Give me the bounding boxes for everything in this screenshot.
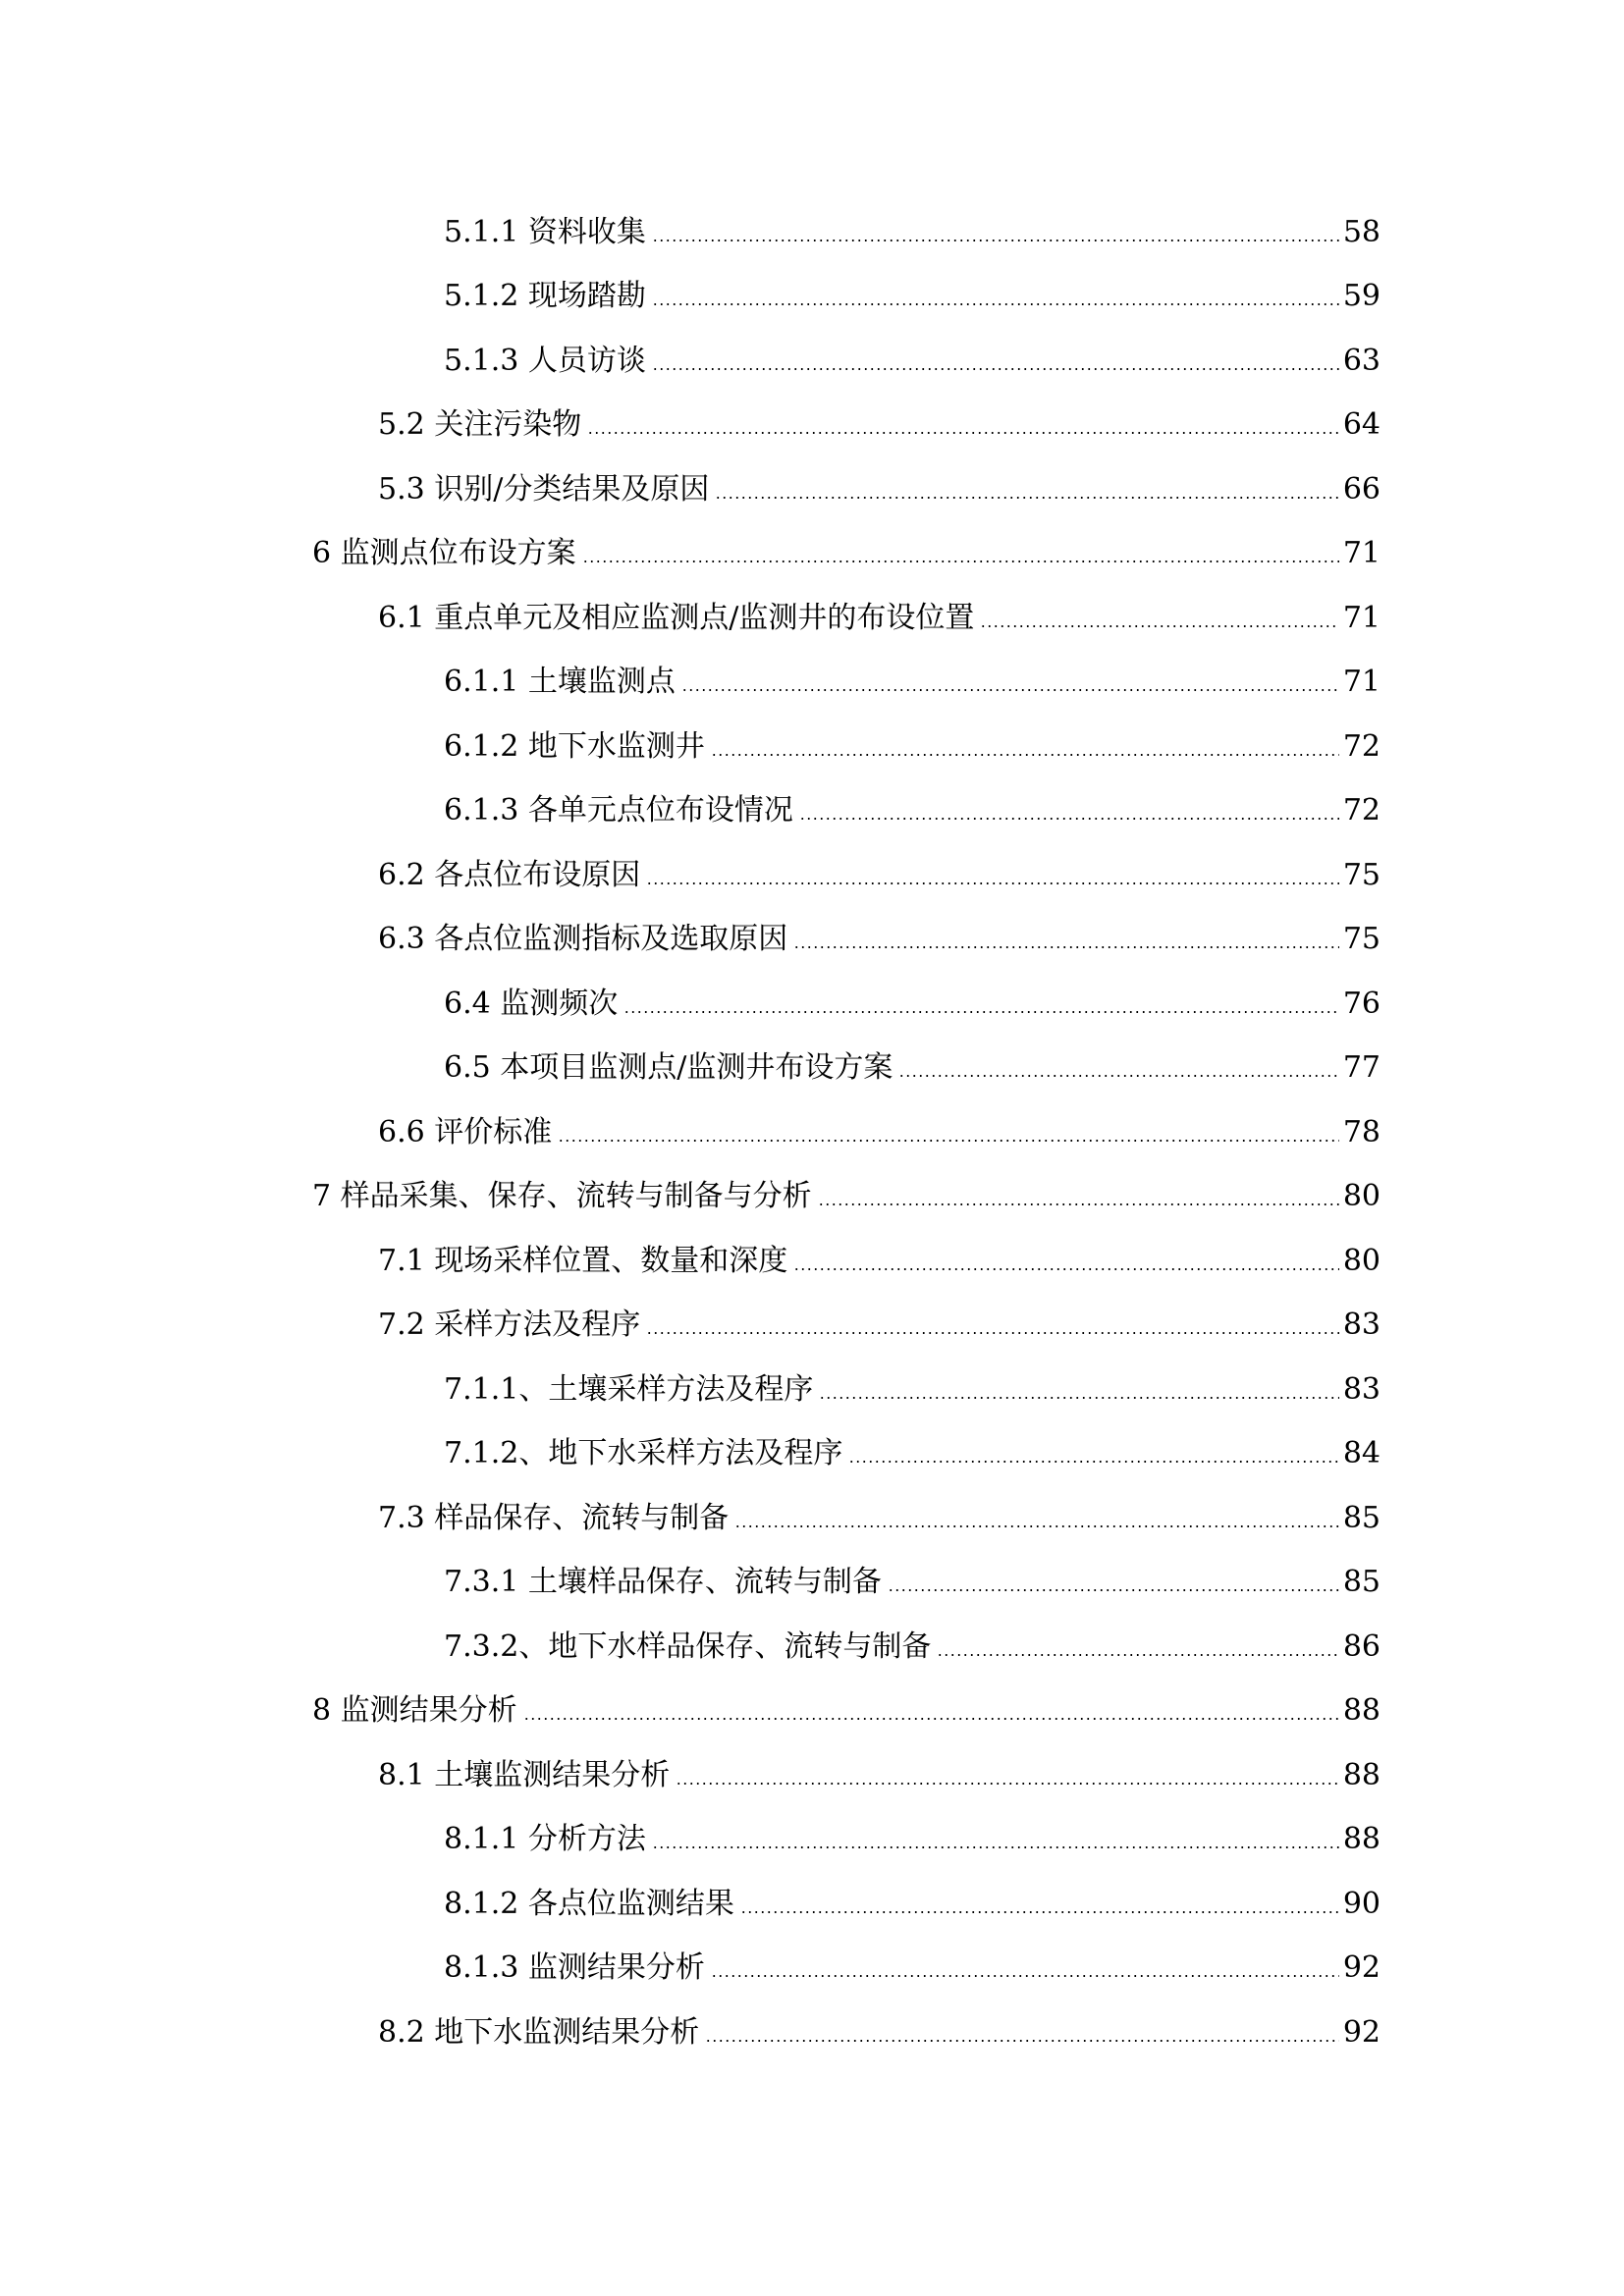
toc-page-number: 59: [1342, 279, 1380, 314]
toc-entry-title: 6.4 监测频次: [444, 986, 619, 1021]
toc-entry[interactable]: [0, 651, 1624, 716]
toc-page-number: 80: [1342, 1179, 1380, 1214]
toc-dot-leader: [587, 432, 1339, 434]
toc-dot-leader: [734, 1525, 1339, 1527]
toc-entry-title: 7.3.2、地下水样品保存、流转与制备: [444, 1629, 932, 1664]
toc-page-number: 75: [1342, 922, 1380, 957]
toc-dot-leader: [980, 625, 1338, 627]
toc-page-number: 83: [1342, 1371, 1380, 1407]
toc-entry-title: 6.6 评价标准: [378, 1114, 553, 1149]
toc-page-number: 72: [1342, 728, 1380, 764]
toc-entry-title: 6.1.1 土壤监测点: [444, 665, 676, 700]
toc-entry-title: 7.1.1、土壤采样方法及程序: [444, 1371, 814, 1407]
toc-page-number: 75: [1342, 857, 1380, 892]
toc-entry-title: 8.1 土壤监测结果分析: [378, 1757, 671, 1792]
toc-entry[interactable]: [0, 1486, 1624, 1551]
toc-entry[interactable]: [0, 265, 1624, 330]
toc-page-number: 71: [1342, 600, 1380, 635]
toc-entry[interactable]: [0, 1422, 1624, 1487]
toc-dot-leader: [652, 1846, 1339, 1848]
toc-entry-title: 5.2 关注污染物: [378, 407, 582, 443]
toc-entry[interactable]: [0, 1937, 1624, 2002]
toc-dot-leader: [646, 882, 1339, 884]
toc-entry-title: 7.1.2、地下水采样方法及程序: [444, 1436, 843, 1471]
toc-dot-leader: [888, 1589, 1339, 1591]
toc-entry-title: 6.3 各点位监测指标及选取原因: [378, 922, 788, 957]
toc-entry-title: 7.3 样品保存、流转与制备: [378, 1500, 730, 1535]
toc-entry-title: 7.3.1 土壤样品保存、流转与制备: [444, 1565, 882, 1600]
toc-page-number: 78: [1342, 1114, 1380, 1149]
toc-entry-title: 8.1.2 各点位监测结果: [444, 1886, 734, 1921]
toc-entry[interactable]: [0, 1229, 1624, 1294]
toc-page-number: 86: [1342, 1629, 1380, 1664]
toc-page-number: 90: [1342, 1886, 1380, 1921]
toc-entry-title: 5.1.1 资料收集: [444, 214, 646, 249]
toc-entry-title: 6.5 本项目监测点/监测井布设方案: [444, 1050, 893, 1086]
toc-page-number: 84: [1342, 1436, 1380, 1471]
toc-dot-leader: [652, 303, 1339, 305]
toc-entry[interactable]: [0, 1872, 1624, 1937]
toc-entry-title: 7 样品采集、保存、流转与制备与分析: [312, 1179, 812, 1214]
toc-entry[interactable]: [0, 908, 1624, 973]
toc-page-number: 83: [1342, 1308, 1380, 1343]
toc-entry[interactable]: [0, 1743, 1624, 1808]
toc-page-number: 72: [1342, 793, 1380, 828]
toc-dot-leader: [793, 946, 1339, 948]
toc-dot-leader: [818, 1203, 1339, 1205]
toc-entry-title: 6 监测点位布设方案: [312, 536, 576, 571]
toc-dot-leader: [937, 1654, 1338, 1656]
toc-page-number: 88: [1342, 1757, 1380, 1792]
toc-entry[interactable]: [0, 1615, 1624, 1680]
toc-entry-title: 7.1 现场采样位置、数量和深度: [378, 1243, 788, 1278]
toc-entry[interactable]: [0, 457, 1624, 522]
toc-dot-leader: [652, 240, 1339, 241]
toc-dot-leader: [793, 1268, 1339, 1270]
toc-entry[interactable]: [0, 715, 1624, 779]
toc-entry[interactable]: [0, 522, 1624, 587]
toc-entry-title: 5.1.3 人员访谈: [444, 343, 646, 378]
toc-entry-title: 8.2 地下水监测结果分析: [378, 2014, 700, 2050]
toc-entry-title: 6.1 重点单元及相应监测点/监测井的布设位置: [378, 600, 975, 635]
toc-entry[interactable]: [0, 779, 1624, 844]
toc-page-number: 71: [1342, 665, 1380, 700]
toc-entry[interactable]: [0, 1358, 1624, 1422]
toc-entry[interactable]: [0, 586, 1624, 651]
toc-page-number: 64: [1342, 407, 1380, 443]
toc-entry[interactable]: [0, 1165, 1624, 1230]
toc-dot-leader: [848, 1461, 1338, 1463]
toc-dot-leader: [646, 1332, 1339, 1334]
toc-page-number: 71: [1342, 536, 1380, 571]
toc-dot-leader: [523, 1718, 1339, 1720]
toc-entry[interactable]: [0, 1100, 1624, 1165]
toc-entry-title: 6.2 各点位布设原因: [378, 857, 641, 892]
toc-entry[interactable]: [0, 329, 1624, 394]
toc-entry-title: 5.1.2 现场踏勘: [444, 279, 646, 314]
toc-dot-leader: [681, 689, 1339, 691]
toc-dot-leader: [715, 497, 1338, 499]
toc-page-number: 92: [1342, 2014, 1380, 2050]
toc-dot-leader: [819, 1397, 1338, 1399]
toc-entry-title: 5.3 识别/分类结果及原因: [378, 471, 710, 507]
toc-entry[interactable]: [0, 1294, 1624, 1359]
toc-entry-title: 6.1.2 地下水监测井: [444, 728, 705, 764]
toc-page-number: 76: [1342, 986, 1380, 1021]
toc-dot-leader: [711, 1975, 1339, 1977]
toc-page-number: 80: [1342, 1243, 1380, 1278]
toc-entry[interactable]: [0, 2001, 1624, 2065]
toc-dot-leader: [623, 1011, 1339, 1013]
toc-dot-leader: [898, 1075, 1338, 1077]
toc-entry[interactable]: [0, 1037, 1624, 1101]
toc-entry[interactable]: [0, 1551, 1624, 1616]
toc-entry-title: 7.2 采样方法及程序: [378, 1308, 641, 1343]
toc-page-number: 77: [1342, 1050, 1380, 1086]
toc-entry-title: 8 监测结果分析: [312, 1693, 517, 1729]
toc-dot-leader: [558, 1140, 1339, 1142]
toc-entry[interactable]: [0, 843, 1624, 908]
toc-dot-leader: [705, 2040, 1339, 2042]
toc-entry[interactable]: [0, 200, 1624, 265]
toc-page-number: 58: [1342, 214, 1380, 249]
toc-page-number: 85: [1342, 1500, 1380, 1535]
toc-dot-leader: [676, 1783, 1339, 1785]
toc-dot-leader: [652, 368, 1339, 370]
toc-dot-leader: [711, 754, 1339, 756]
toc-page-number: 63: [1342, 343, 1380, 378]
toc-page-number: 88: [1342, 1693, 1380, 1729]
toc-entry[interactable]: [0, 1680, 1624, 1744]
toc-entry[interactable]: [0, 394, 1624, 458]
toc-dot-leader: [582, 561, 1339, 562]
table-of-contents: [0, 200, 1624, 2065]
toc-dot-leader: [740, 1911, 1339, 1913]
toc-page-number: 92: [1342, 1950, 1380, 1986]
toc-dot-leader: [799, 818, 1339, 820]
toc-page-number: 88: [1342, 1822, 1380, 1857]
toc-entry-title: 8.1.1 分析方法: [444, 1822, 646, 1857]
toc-entry-title: 8.1.3 监测结果分析: [444, 1950, 705, 1986]
toc-entry[interactable]: [0, 972, 1624, 1037]
toc-page-number: 85: [1342, 1565, 1380, 1600]
toc-page-number: 66: [1342, 471, 1380, 507]
toc-entry[interactable]: [0, 1808, 1624, 1873]
toc-entry-title: 6.1.3 各单元点位布设情况: [444, 793, 793, 828]
